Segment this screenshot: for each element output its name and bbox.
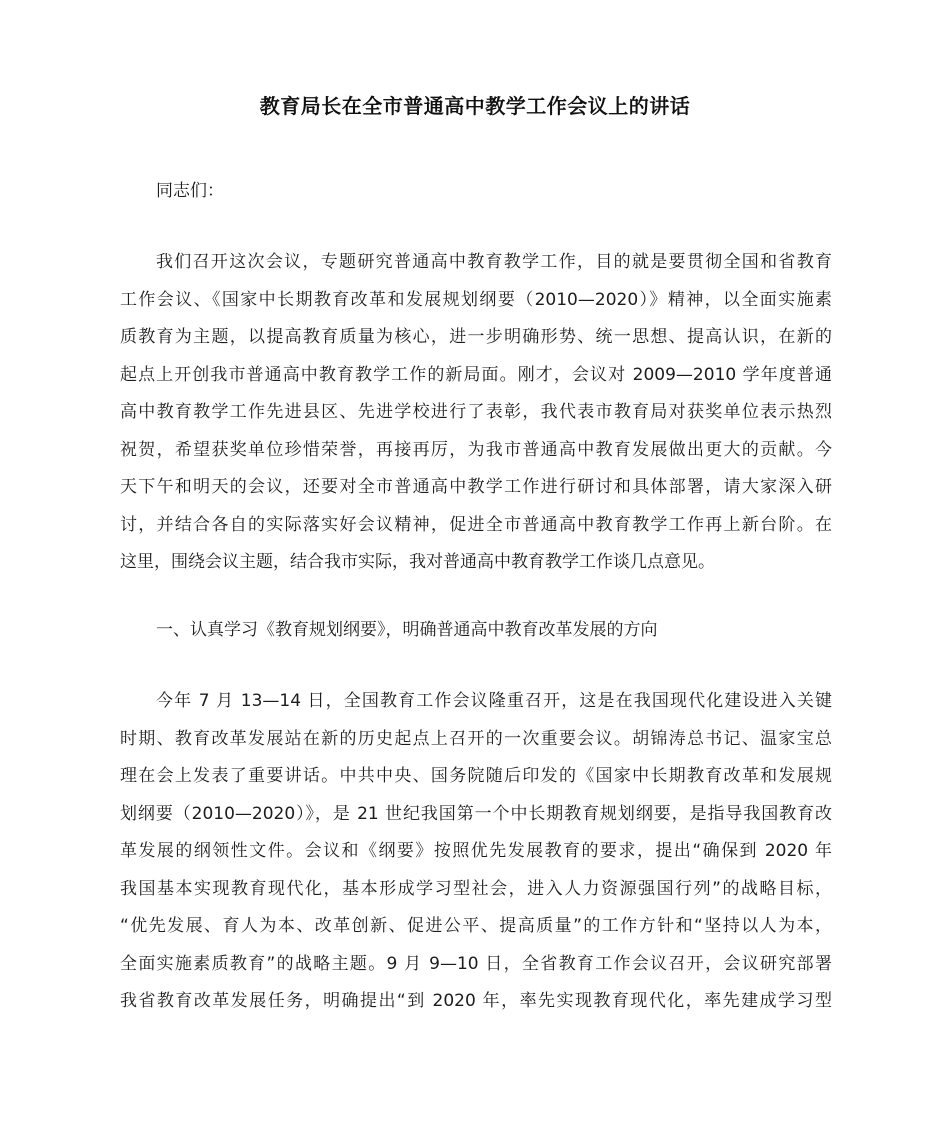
section-1-heading: 一、认真学习《教育规划纲要》，明确普通高中教育改革发展的方向 [156,620,658,640]
paragraph-2 [120,683,832,1021]
paragraph-2-line: 今年 7 月 13—14 日，全国教育工作会议隆重召开，这是在我国现代化建设进入关键 [156,691,832,711]
paragraph-1-line: 祝贺，希望获奖单位珍惜荣誉，再接再厉，为我市普通高中教育发展做出更大的贡献。今 [120,439,832,460]
paragraph-1-line: 讨，并结合各自的实际落实好会议精神，促进全市普通高中教育教学工作再上新台阶。在 [120,514,832,535]
paragraph-1-line: 天下午和明天的会议，还要对全市普通高中教学工作进行研讨和具体部署，请大家深入研 [120,477,832,497]
paragraph-2-line: 划纲要（2010—2020）》，是 21 世纪我国第一个中长期教育规划纲要，是指导我国教育改 [120,803,832,824]
paragraph-2-line: 革发展的纲领性文件。会议和《纲要》按照优先发展教育的要求，提出“确保到 2020 年 [120,841,832,861]
paragraph-2-line: “优先发展、育人为本、改革创新、促进公平、提高质量”的工作方针和“坚持以人为本， [120,916,832,936]
document-title: 教育局长在全市普通高中教学工作会议上的讲话 [259,94,691,118]
paragraph-1 [120,244,832,582]
paragraph-2-line: 全面实施素质教育”的战略主题。9 月 9—10 日，全省教育工作会议召开，会议研究部署 [120,953,832,974]
paragraph-2-line: 我国基本实现教育现代化，基本形成学习型社会，进入人力资源强国行列”的战略目标， [120,878,832,899]
paragraph-1-line: 高中教育教学工作先进县区、先进学校进行了表彰，我代表市教育局对获奖单位表示热烈 [120,402,832,422]
paragraph-2-line: 理在会上发表了重要讲话。中共中央、国务院随后印发的《国家中长期教育改革和发展规 [120,766,832,786]
greeting-line: 同志们： [156,181,224,201]
paragraph-1-line: 起点上开创我市普通高中教育教学工作的新局面。刚才，会议对 2009—2010 学年度普通 [120,364,832,385]
paragraph-1-line: 工作会议、《国家中长期教育改革和发展规划纲要（2010—2020）》精神，以全面实施素 [120,289,832,310]
paragraph-1-line: 我们召开这次会议，专题研究普通高中教育教学工作，目的就是要贯彻全国和省教育 [156,252,832,272]
paragraph-2-line: 时期、教育改革发展站在新的历史起点上召开的一次重要会议。胡锦涛总书记、温家宝总 [120,728,832,749]
paragraph-1-line: 质教育为主题，以提高教育质量为核心，进一步明确形势、统一思想、提高认识，在新的 [120,327,832,347]
paragraph-1-line: 这里，围绕会议主题，结合我市实际，我对普通高中教育教学工作谈几点意见。 [120,552,715,572]
paragraph-2-line: 我省教育改革发展任务，明确提出“到 2020 年，率先实现教育现代化，率先建成学习型 [120,991,832,1011]
